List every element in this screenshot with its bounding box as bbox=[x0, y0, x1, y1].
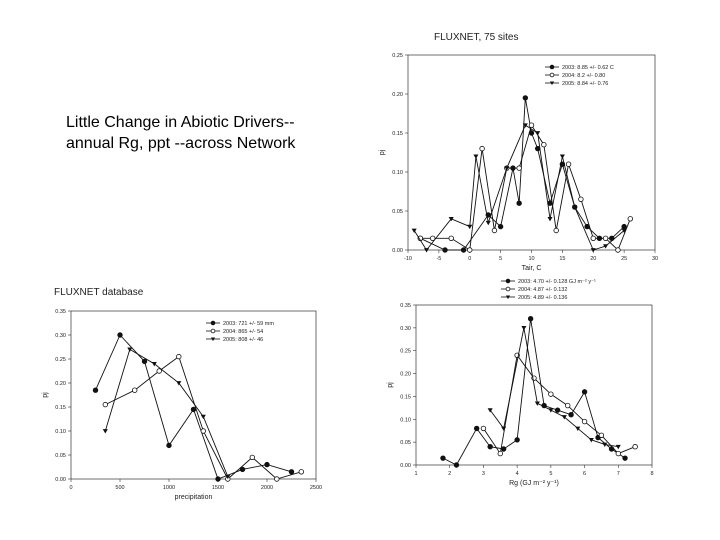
series-3-point bbox=[521, 326, 526, 330]
legend-entry: 2005: 808 +/- 46 bbox=[223, 337, 264, 343]
x-tick-label: 2 bbox=[448, 471, 452, 477]
series-2-point bbox=[275, 477, 280, 482]
legend-entry: 2003: 8.85 +/- 0.62 C bbox=[562, 65, 614, 71]
x-tick-label: 4 bbox=[515, 471, 519, 477]
x-tick-label: 25 bbox=[621, 256, 628, 262]
series-1-point bbox=[454, 463, 459, 468]
series-2-point bbox=[449, 236, 454, 241]
x-tick-label: 20 bbox=[590, 256, 597, 262]
series-1-point bbox=[216, 477, 221, 482]
series-2 bbox=[481, 353, 637, 456]
y-tick-label: 0.20 bbox=[55, 381, 66, 387]
legend-entry: 2004: 865 +/- 54 bbox=[223, 329, 264, 335]
x-tick-label: 10 bbox=[528, 256, 535, 262]
x-tick-label: 8 bbox=[650, 471, 654, 477]
series-3-point bbox=[535, 131, 540, 135]
series-1-point bbox=[582, 390, 587, 395]
series-3-point bbox=[486, 221, 491, 225]
series-1-point bbox=[623, 456, 628, 461]
legend-entry: 2004: 4.87 +/- 0.132 bbox=[518, 287, 568, 293]
series-1-line bbox=[443, 319, 625, 465]
series-3-point bbox=[501, 427, 506, 431]
x-tick-label: 2000 bbox=[260, 485, 274, 491]
x-tick-label: 2500 bbox=[309, 485, 323, 491]
series-2-point bbox=[529, 123, 534, 128]
series-2-point bbox=[566, 162, 571, 167]
series-1-point bbox=[569, 412, 574, 417]
series-3-point bbox=[412, 229, 417, 233]
series-1-point bbox=[622, 224, 627, 229]
x-axis-label: Rg (GJ m⁻² y⁻¹) bbox=[509, 480, 559, 487]
legend-entry: 2003: 721 +/- 59 mm bbox=[223, 321, 274, 327]
y-tick-label: 0.30 bbox=[400, 325, 411, 332]
series-1 bbox=[418, 96, 626, 253]
legend-entry: 2004: 8.2 +/- 0.80 bbox=[562, 73, 606, 79]
y-axis-label: pj bbox=[42, 392, 49, 398]
series-3-point bbox=[473, 155, 478, 159]
series-1-point bbox=[501, 447, 506, 452]
series-2-point bbox=[480, 146, 485, 151]
y-tick-label: 0.35 bbox=[55, 309, 66, 315]
series-2-point bbox=[132, 388, 137, 393]
series-2-point bbox=[517, 166, 522, 171]
chart-precipitation bbox=[38, 282, 338, 517]
series-1-point bbox=[191, 407, 196, 412]
series-3-point bbox=[535, 401, 540, 405]
series-2 bbox=[418, 123, 633, 252]
series-1-point bbox=[528, 316, 533, 321]
series-1-point bbox=[441, 456, 446, 461]
series-1-point bbox=[474, 426, 479, 431]
series-1-line bbox=[420, 98, 624, 250]
y-tick-label: 0.05 bbox=[400, 440, 411, 447]
x-tick-label: 0 bbox=[69, 485, 73, 491]
series-3-point bbox=[127, 348, 132, 352]
x-tick-label: 500 bbox=[115, 485, 125, 491]
series-2-point bbox=[250, 455, 255, 460]
y-tick-label: 0.25 bbox=[400, 348, 411, 355]
series-3-line bbox=[490, 328, 618, 447]
x-tick-label: 5 bbox=[549, 471, 553, 477]
series-2-point bbox=[565, 403, 570, 408]
slide-title-line-2: annual Rg, ppt --across Network bbox=[66, 135, 296, 152]
x-tick-label: 1000 bbox=[162, 485, 176, 491]
y-tick-label: 0.15 bbox=[400, 394, 411, 401]
y-tick-label: 0.15 bbox=[392, 131, 403, 137]
series-3-point bbox=[467, 225, 472, 229]
series-3-point bbox=[547, 217, 552, 221]
x-axis-label: Tair, C bbox=[521, 265, 542, 272]
chart-title: FLUXNET, 75 sites bbox=[434, 32, 519, 43]
y-tick-label: 0.30 bbox=[55, 333, 66, 339]
legend-marker bbox=[550, 73, 554, 77]
series-2-point bbox=[201, 429, 206, 434]
series-3 bbox=[488, 326, 621, 449]
y-tick-label: 0.05 bbox=[392, 209, 403, 215]
x-tick-label: 5 bbox=[499, 256, 503, 262]
x-tick-label: 1 bbox=[414, 471, 418, 477]
series-2-point bbox=[616, 451, 621, 456]
y-tick-label: 0.10 bbox=[392, 170, 403, 176]
chart-title: FLUXNET database bbox=[54, 287, 144, 298]
x-tick-label: 0 bbox=[468, 256, 472, 262]
series-3-point bbox=[201, 415, 206, 419]
y-tick-label: 0.10 bbox=[400, 417, 411, 424]
slide-title bbox=[66, 112, 366, 154]
chart-radiation bbox=[378, 270, 678, 510]
series-1-point bbox=[443, 248, 448, 253]
series-2-point bbox=[554, 228, 559, 233]
series-3-point bbox=[616, 445, 621, 449]
y-tick-label: 0.20 bbox=[400, 371, 411, 378]
series-1-point bbox=[488, 444, 493, 449]
series-1-point bbox=[515, 438, 520, 443]
series-1-point bbox=[265, 462, 270, 467]
chart-tair bbox=[368, 22, 668, 272]
y-axis-label: pj bbox=[379, 149, 386, 156]
y-tick-label: 0.20 bbox=[392, 92, 403, 98]
series-1-point bbox=[517, 201, 522, 206]
series-1-point bbox=[289, 470, 294, 475]
series-3-point bbox=[560, 155, 565, 159]
plot-frame bbox=[408, 55, 655, 250]
legend-entry: 2003: 4.70 +/- 0.128 GJ m⁻² y⁻¹ bbox=[518, 279, 596, 285]
legend-marker bbox=[211, 321, 215, 325]
series-2-point bbox=[481, 426, 486, 431]
x-axis-label: precipitation bbox=[174, 494, 213, 501]
series-2-point bbox=[467, 248, 472, 253]
series-2-point bbox=[591, 236, 596, 241]
y-tick-label: 0.15 bbox=[55, 405, 66, 411]
series-2-point bbox=[582, 419, 587, 424]
series-2-point bbox=[542, 142, 547, 147]
series-1 bbox=[441, 316, 628, 467]
x-tick-label: 3 bbox=[481, 471, 485, 477]
x-tick-label: 15 bbox=[559, 256, 566, 262]
legend-entry: 2005: 4.89 +/- 0.136 bbox=[518, 295, 568, 301]
series-3-point bbox=[548, 408, 553, 412]
series-1-point bbox=[523, 96, 528, 101]
series-1-point bbox=[93, 388, 98, 393]
x-tick-label: -10 bbox=[404, 256, 412, 262]
legend-marker bbox=[506, 279, 510, 283]
series-2-line bbox=[420, 125, 630, 250]
series-3-point bbox=[103, 429, 108, 433]
x-tick-label: 1500 bbox=[211, 485, 225, 491]
series-1-point bbox=[118, 333, 123, 338]
slide-title-line-1: Little Change in Abiotic Drivers-- bbox=[66, 114, 295, 131]
series-2-point bbox=[498, 451, 503, 456]
series-2-point bbox=[633, 444, 638, 449]
y-tick-label: 0.25 bbox=[55, 357, 66, 363]
series-2-point bbox=[177, 354, 182, 359]
series-2-point bbox=[299, 470, 304, 475]
series-2-point bbox=[549, 392, 554, 397]
legend-marker bbox=[211, 329, 215, 333]
series-1-point bbox=[498, 224, 503, 229]
series-2-point bbox=[628, 217, 633, 222]
series-2-point bbox=[492, 228, 497, 233]
series-1 bbox=[93, 333, 294, 482]
series-1-point bbox=[142, 359, 147, 364]
y-tick-label: 0.00 bbox=[55, 477, 66, 483]
y-tick-label: 0.25 bbox=[392, 53, 403, 59]
x-tick-label: 30 bbox=[651, 256, 659, 262]
x-tick-label: -5 bbox=[436, 256, 442, 262]
y-tick-label: 0.10 bbox=[55, 429, 66, 435]
x-tick-label: 6 bbox=[583, 471, 587, 477]
x-tick-label: 7 bbox=[616, 471, 620, 477]
series-2-line bbox=[483, 355, 635, 453]
series-1-point bbox=[461, 248, 466, 253]
plot-frame bbox=[71, 311, 316, 479]
legend-entry: 2005: 8.84 +/- 0.76 bbox=[562, 81, 609, 87]
series-1-point bbox=[555, 408, 560, 413]
series-3-line bbox=[105, 349, 228, 476]
series-2-point bbox=[603, 236, 608, 241]
series-2-point bbox=[616, 248, 621, 253]
y-tick-label: 0.35 bbox=[400, 303, 411, 309]
legend-marker bbox=[550, 65, 554, 69]
series-2-point bbox=[579, 197, 584, 202]
y-tick-label: 0.00 bbox=[392, 248, 403, 254]
y-tick-label: 0.00 bbox=[400, 463, 411, 469]
legend-marker bbox=[506, 287, 510, 291]
y-axis-label: pj bbox=[387, 382, 394, 388]
y-tick-label: 0.05 bbox=[55, 453, 66, 459]
series-2-point bbox=[103, 402, 108, 407]
series-2-point bbox=[599, 433, 604, 438]
series-1-point bbox=[167, 443, 172, 448]
